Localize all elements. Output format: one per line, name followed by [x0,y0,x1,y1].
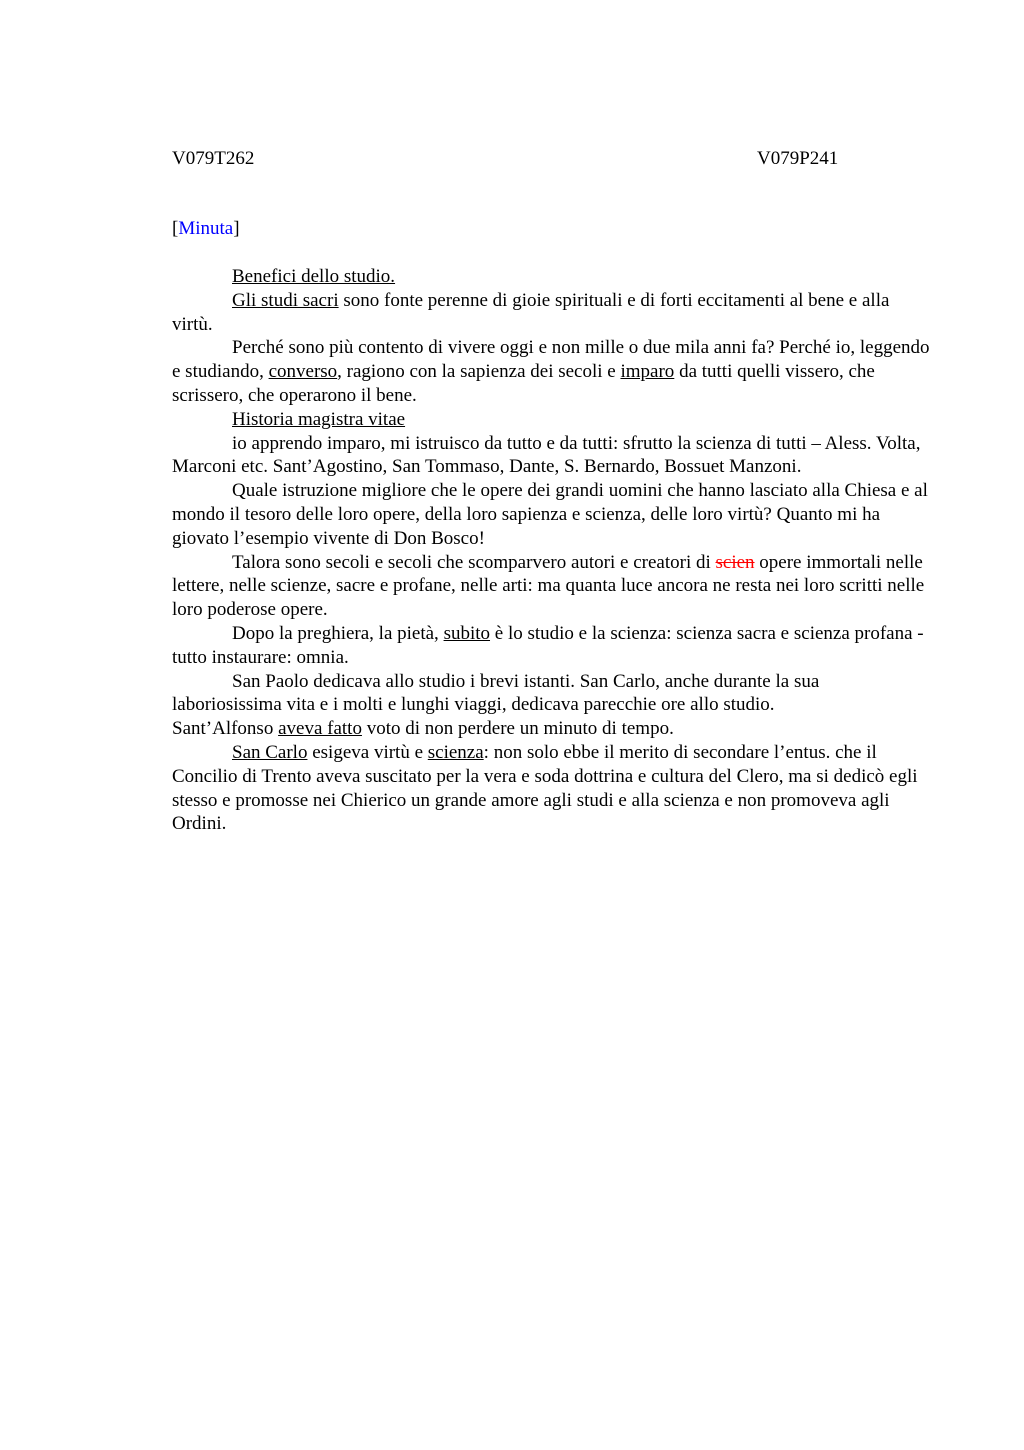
text-run: voto di non perdere un minuto di tempo. [361,718,674,740]
text-run: , ragiono con la sapienza dei secoli e [337,361,621,383]
bracket-open: [ [172,218,179,239]
paragraph-9 [172,717,932,741]
text-run: è lo studio e la scienza: scienza sacra e scienza profana - tutto instaurare: omnia. [172,622,924,668]
text-run: sono fonte perenne di gioie spirituali e di forti eccitamenti al bene e alla virtù. [172,289,890,335]
text-run: San Paolo dedicava allo studio i brevi istanti. San Carlo, anche durante la sua laboriosissima vita e i molti e lunghi viaggi, dedicava parecchie ore allo studio. [172,670,820,716]
document-code-right: V079P241 [757,148,839,169]
text-run: esigeva virtù e [307,741,428,763]
paragraph-3 [172,408,932,432]
text-run: da tutti quelli vissero, che scrissero, che operarono il bene. [172,361,875,406]
paragraph-6 [172,551,932,622]
underlined-text: scienza [427,741,484,763]
paragraph-7 [172,622,932,670]
underlined-text: converso [268,361,338,383]
paragraph-10 [172,741,932,836]
struck-text: scien [715,551,755,573]
underlined-text: subito [443,622,491,644]
document-code-left: V079T262 [172,148,255,169]
text-run: Perché sono più contento di vivere oggi e non mille o due mila anni fa? Perché io, leggendo e studiando, [172,337,930,383]
paragraph-5 [172,479,932,550]
paragraph-4 [172,432,932,480]
text-run: Quale istruzione migliore che le opere dei grandi uomini che hanno lasciato alla Chiesa e al mondo il tesoro delle loro opere, della loro sapienza e scienza, delle loro virtù? Quanto mi ha giovato l’esempio vivente di Don Bosco! [172,480,928,549]
underlined-text: Historia magistra vitae [232,408,406,430]
underlined-text: Gli studi sacri [232,289,339,311]
text-run: Sant’Alfonso [172,718,279,740]
underlined-text: imparo [620,361,675,383]
document-body [172,265,932,836]
bracket-close: ] [233,218,240,239]
paragraph-8 [172,670,932,718]
title-text: Benefici dello studio. [232,266,396,287]
text-run: Talora sono secoli e secoli che scomparvero autori e creatori di [232,551,716,573]
paragraph-2 [172,336,932,407]
minuta-link-text: Minuta [178,218,234,239]
underlined-text: San Carlo [232,741,308,763]
text-run: Dopo la preghiera, la pietà, [232,622,444,644]
section-title [172,265,932,289]
text-run: io apprendo imparo, mi istruisco da tutto e da tutti: sfrutto la scienza di tutti – Aless. Volta, Marconi etc. Sant’Agostino, San Tommaso, Dante, S. Bernardo, Bossuet Manzoni. [172,432,921,478]
underlined-text: aveva fatto [278,718,362,740]
text-run: : non solo ebbe il merito di secondare l’entus. che il Concilio di Trento aveva suscitato per la vera e soda dottrina e cultura del Clero, ma si dedicò egli stesso e promosse nei Chierico un grande amore agli studi e alla scienza e non promoveva agli Ordini. [172,741,918,835]
text-run: opere immortali nelle lettere, nelle scienze, sacre e profane, nelle arti: ma quanta luce ancora ne resta nei loro scritti nelle loro poderose opere. [172,551,925,621]
paragraph-1 [172,289,932,337]
minuta-label [172,217,240,241]
